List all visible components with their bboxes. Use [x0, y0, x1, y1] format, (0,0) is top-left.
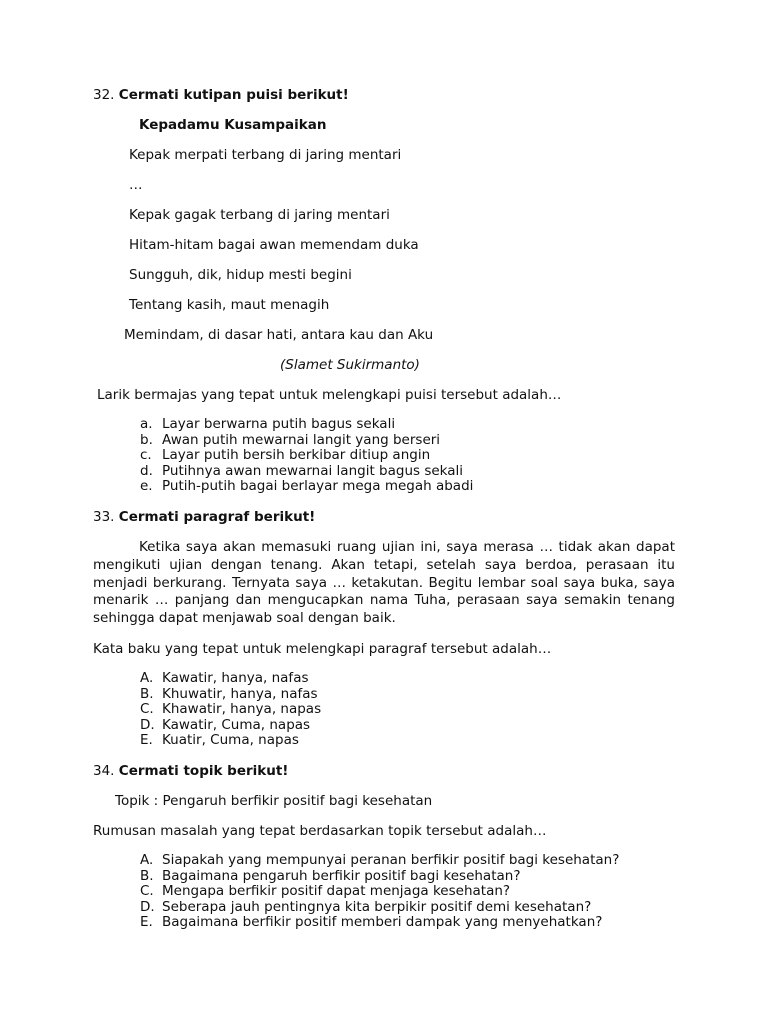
option-text: Siapakah yang mempunyai peranan berfikir positif bagi kesehatan?	[162, 852, 620, 868]
option-letter: A.	[140, 670, 154, 686]
option-letter: b.	[140, 431, 153, 448]
q32-option-e[interactable]	[140, 479, 473, 495]
option-letter: a.	[140, 416, 153, 432]
option-letter: A.	[140, 852, 154, 868]
option-text: Mengapa berfikir positif dapat menjaga kesehatan?	[162, 883, 511, 899]
option-letter: C.	[140, 883, 154, 899]
poem-line: …	[129, 177, 143, 193]
q34-option-b[interactable]	[140, 869, 521, 885]
option-text: Bagaimana berfikir positif memberi dampak yang menyehatkan?	[162, 914, 603, 930]
q34-heading	[93, 763, 288, 779]
poem-author: (Slamet Sukirmanto)	[280, 357, 420, 373]
q33-option-e[interactable]	[140, 733, 299, 749]
q33-question: Kata baku yang tepat untuk melengkapi paragraf tersebut adalah…	[93, 641, 552, 657]
option-text: Layar berwarna putih bagus sekali	[162, 416, 396, 432]
option-text: Bagaimana pengaruh berfikir positif bagi kesehatan?	[162, 867, 521, 884]
q33-heading-text: Cermati paragraf berikut!	[118, 509, 316, 525]
q32-option-a[interactable]	[140, 417, 395, 433]
option-letter: B.	[140, 867, 154, 884]
q32-heading	[93, 87, 349, 103]
q32-option-d[interactable]	[140, 464, 463, 480]
q34-heading-text: Cermati topik berikut!	[118, 763, 289, 779]
poem-line: Hitam-hitam bagai awan memendam duka	[129, 237, 419, 253]
option-letter: c.	[140, 447, 152, 463]
option-text: Awan putih mewarnai langit yang berseri	[162, 431, 441, 448]
option-text: Putihnya awan mewarnai langit bagus sekali	[162, 462, 464, 479]
q33-number: 33.	[93, 509, 115, 525]
q33-paragraph	[93, 539, 675, 628]
q34-option-d[interactable]	[140, 900, 591, 916]
option-letter: C.	[140, 701, 154, 717]
q34-option-c[interactable]	[140, 884, 510, 900]
option-text: Kuatir, Cuma, napas	[162, 732, 299, 748]
option-letter: D.	[140, 716, 155, 733]
q32-question: Larik bermajas yang tepat untuk melengkapi puisi tersebut adalah…	[97, 387, 562, 403]
q34-topic: Topik : Pengaruh berfikir positif bagi kesehatan	[115, 793, 433, 809]
option-text: Khawatir, hanya, napas	[162, 701, 322, 717]
option-letter: e.	[140, 478, 153, 494]
option-text: Kawatir, hanya, nafas	[162, 670, 309, 686]
option-letter: B.	[140, 685, 154, 702]
option-text: Putih-putih bagai berlayar mega megah abadi	[162, 478, 474, 494]
q34-option-e[interactable]	[140, 915, 602, 931]
poem-line: Tentang kasih, maut menagih	[129, 297, 330, 313]
option-text: Khuwatir, hanya, nafas	[162, 685, 318, 702]
q34-option-a[interactable]	[140, 853, 619, 869]
q33-option-a[interactable]	[140, 671, 309, 687]
poem-title: Kepadamu Kusampaikan	[139, 117, 327, 133]
q34-question: Rumusan masalah yang tepat berdasarkan topik tersebut adalah…	[93, 823, 547, 839]
poem-line: Kepak merpati terbang di jaring mentari	[129, 147, 402, 163]
option-text: Kawatir, Cuma, napas	[162, 716, 311, 733]
option-letter: E.	[140, 914, 153, 930]
poem-line: Sungguh, dik, hidup mesti begini	[129, 267, 352, 283]
option-text: Layar putih bersih berkibar ditiup angin	[162, 447, 431, 463]
option-text: Seberapa jauh pentingnya kita berpikir positif demi kesehatan?	[162, 898, 592, 915]
q33-paragraph-text: Ketika saya akan memasuki ruang ujian ini, saya merasa … tidak akan dapat mengikuti ujian dengan tenang. Akan tetapi, setelah saya berdoa, perasaan itu menjadi berkurang. Ternyata saya … ketakutan. Begitu lembar soal saya buka, saya menarik … panjang dan mengucapkan nama Tuha, perasaan saya semakin tenang sehingga dapat menjawab soal dengan baik.	[93, 539, 675, 627]
option-letter: d.	[140, 462, 153, 479]
q32-option-c[interactable]	[140, 448, 430, 464]
q32-heading-text: Cermati kutipan puisi berikut!	[118, 87, 349, 103]
poem-line: Kepak gagak terbang di jaring mentari	[129, 207, 390, 223]
q34-number: 34.	[93, 763, 115, 779]
q33-heading	[93, 509, 315, 525]
poem-line: Memindam, di dasar hati, antara kau dan Aku	[124, 327, 434, 343]
q32-number: 32.	[93, 87, 115, 103]
q33-option-c[interactable]	[140, 702, 321, 718]
option-letter: E.	[140, 732, 153, 748]
q32-option-b[interactable]	[140, 433, 440, 449]
q33-option-d[interactable]	[140, 718, 310, 734]
option-letter: D.	[140, 898, 155, 915]
q33-option-b[interactable]	[140, 687, 318, 703]
